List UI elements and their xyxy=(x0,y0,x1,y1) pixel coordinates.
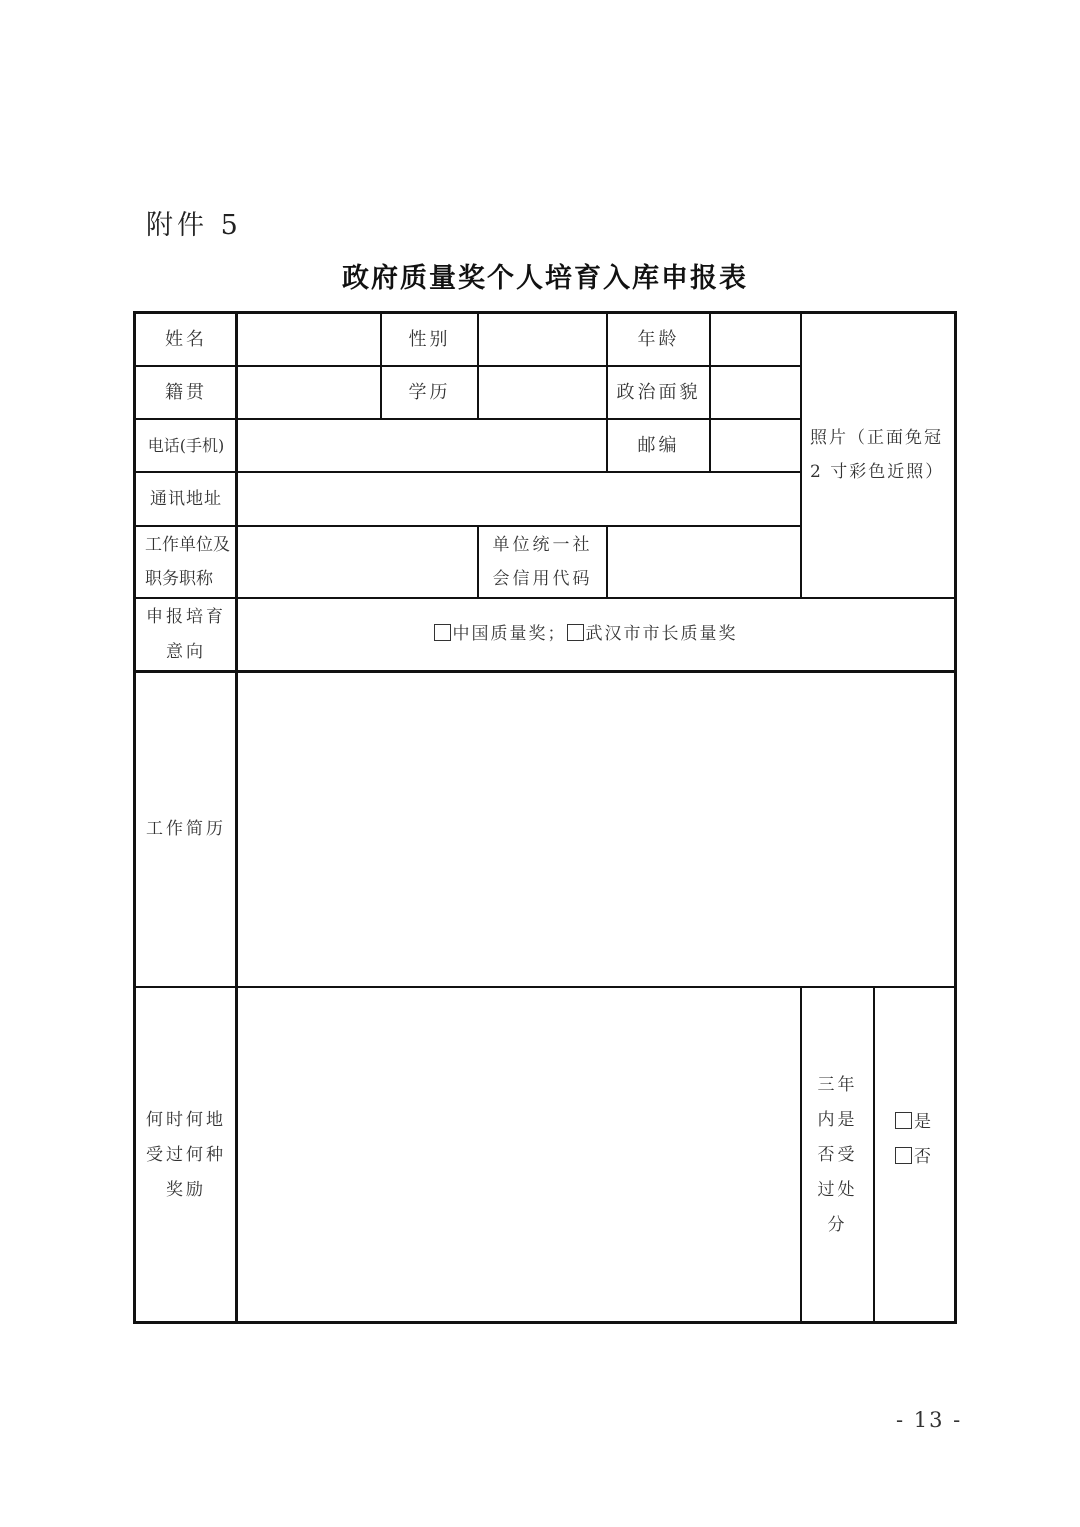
intention-label-line1: 申报培育 xyxy=(146,606,226,627)
penalty-options xyxy=(875,988,954,1322)
checkbox-icon xyxy=(895,1147,912,1164)
postcode-label: 邮编 xyxy=(637,435,680,456)
awards-field[interactable] xyxy=(237,988,800,1322)
address-label: 通讯地址 xyxy=(150,488,222,509)
employer-title-label xyxy=(137,527,235,597)
gender-field[interactable] xyxy=(479,314,606,365)
intention-label xyxy=(137,599,235,670)
wuhan-mayor-quality-award-label: 武汉市市长质量奖 xyxy=(585,624,738,644)
employer-label-line1: 工作单位及 xyxy=(145,535,230,555)
penalty-label-line: 内是 xyxy=(817,1109,858,1130)
page-number: - 13 - xyxy=(896,1408,963,1432)
name-label: 姓名 xyxy=(165,329,207,350)
awards-label-line1: 何时何地 xyxy=(146,1109,226,1130)
credit-code-label-line1: 单位统一社 xyxy=(492,535,593,555)
awards-label-line2: 受过何种 xyxy=(146,1144,226,1165)
political-status-field[interactable] xyxy=(711,367,800,418)
credit-code-label xyxy=(479,527,606,597)
penalty-no-checkbox[interactable] xyxy=(895,1140,934,1175)
phone-field[interactable] xyxy=(237,420,606,471)
employer-label-line2: 职务职称 xyxy=(145,569,213,589)
wuhan-mayor-quality-award-checkbox[interactable] xyxy=(567,617,738,652)
intention-options xyxy=(237,599,954,670)
checkbox-icon xyxy=(434,624,451,641)
penalty-label xyxy=(802,988,873,1322)
address-field[interactable] xyxy=(237,473,800,525)
checkbox-icon xyxy=(567,624,584,641)
credit-code-label-line2: 会信用代码 xyxy=(492,569,593,589)
native-place-label: 籍贯 xyxy=(165,382,207,403)
phone-label: 电话(手机) xyxy=(147,436,225,455)
awards-label-line3: 奖励 xyxy=(166,1179,206,1200)
penalty-label-line: 过处 xyxy=(817,1179,858,1200)
china-quality-award-label: 中国质量奖； xyxy=(452,624,567,644)
penalty-label-line: 分 xyxy=(827,1214,848,1235)
gender-label: 性别 xyxy=(408,329,451,350)
credit-code-field[interactable] xyxy=(608,527,800,597)
resume-field[interactable] xyxy=(237,673,954,986)
attachment-label: 附件 5 xyxy=(146,210,242,241)
penalty-no-label: 否 xyxy=(914,1147,934,1167)
photo-placeholder[interactable] xyxy=(802,313,954,597)
photo-instruction-line1: 照片（正面免冠 xyxy=(810,428,943,448)
awards-label xyxy=(137,988,235,1322)
postcode-field[interactable] xyxy=(711,420,800,471)
political-status-label: 政治面貌 xyxy=(616,382,701,403)
penalty-label-line: 三年 xyxy=(817,1074,858,1095)
name-field[interactable] xyxy=(237,314,380,365)
china-quality-award-checkbox[interactable] xyxy=(434,617,567,652)
age-label: 年龄 xyxy=(637,329,680,350)
intention-label-line2: 意向 xyxy=(166,641,206,662)
page-title: 政府质量奖个人培育入库申报表 xyxy=(342,263,748,294)
employer-title-field[interactable] xyxy=(237,527,477,597)
education-field[interactable] xyxy=(479,367,606,418)
photo-instruction-line2: 2 寸彩色近照） xyxy=(810,462,945,482)
resume-label: 工作简历 xyxy=(146,819,226,839)
education-label: 学历 xyxy=(408,382,451,403)
penalty-yes-checkbox[interactable] xyxy=(895,1105,934,1140)
penalty-label-line: 否受 xyxy=(817,1144,858,1165)
checkbox-icon xyxy=(895,1112,912,1129)
age-field[interactable] xyxy=(711,314,800,365)
penalty-yes-label: 是 xyxy=(914,1112,934,1132)
native-place-field[interactable] xyxy=(237,367,380,418)
